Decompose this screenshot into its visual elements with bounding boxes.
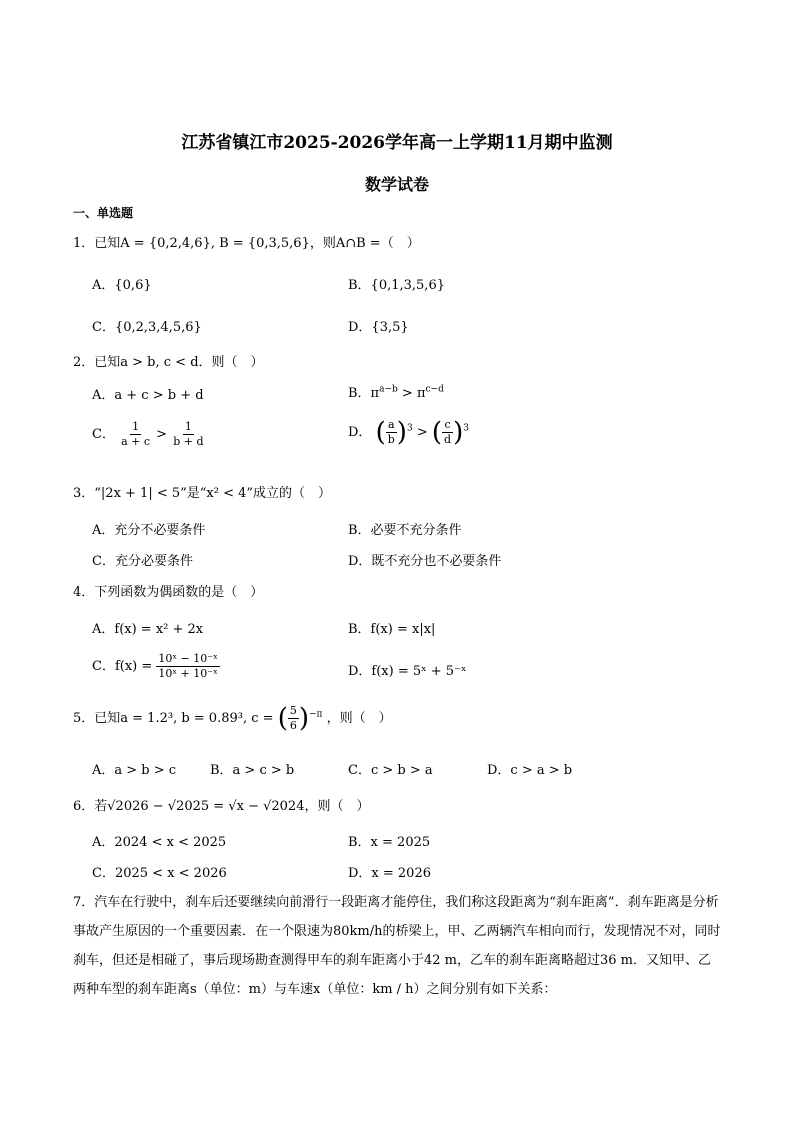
question-4-option-d: D．f(x) = 5ˣ + 5⁻ˣ	[348, 664, 467, 679]
fraction-denominator: 6	[289, 719, 297, 732]
question-3-option-a: A．充分不必要条件	[92, 523, 206, 538]
question-2-option-b-base1: B．π	[348, 386, 380, 401]
question-2-option-b-base2: > π	[397, 386, 426, 401]
question-3-option-d: D．既不充分也不必要条件	[348, 554, 502, 569]
question-2-option-d	[348, 418, 469, 447]
question-6-option-d: D．x = 2026	[348, 866, 431, 881]
left-paren-icon: (	[277, 703, 288, 734]
fraction-numerator: 10ˣ − 10⁻ˣ	[158, 652, 218, 665]
exponent: 3	[463, 423, 469, 434]
fraction-denominator: b + d	[173, 435, 204, 448]
question-1-stem: 1．已知A = {0,2,4,6}, B = {0,3,5,6}，则A∩B =（ ）	[73, 236, 420, 251]
question-2-option-c-fraction-1	[119, 420, 152, 449]
page-title: 江苏省镇江市2025-2026学年高一上学期11月期中监测	[181, 133, 613, 153]
question-3-option-c: C．充分必要条件	[92, 554, 193, 569]
question-2-option-b	[348, 382, 444, 401]
fraction-numerator: 1	[184, 420, 192, 433]
fraction-denominator: a + c	[121, 435, 151, 448]
question-2-option-d-label: D．	[348, 425, 372, 440]
exponent: 3	[406, 423, 413, 434]
question-2-option-d-operator: >	[416, 425, 428, 440]
question-4-option-c	[92, 652, 220, 681]
question-5-stem-suffix: ，则（ ）	[326, 711, 392, 726]
fraction-numerator: a	[387, 418, 395, 431]
question-5-fraction	[288, 704, 299, 733]
left-paren-icon: (	[431, 417, 443, 448]
question-4-option-c-fraction	[156, 652, 219, 681]
question-2-option-a: A．a + c > b + d	[92, 388, 204, 403]
question-4-option-a: A．f(x) = x² + 2x	[92, 622, 204, 637]
question-5-option-b: B．a > c > b	[210, 763, 295, 778]
question-6-stem: 6．若√2026 − √2025 = √x − √2024，则（ ）	[73, 799, 370, 814]
exponent: −π	[309, 709, 323, 720]
question-2-option-d-fraction-2	[442, 418, 453, 447]
question-5-option-d: D．c > a > b	[487, 763, 573, 778]
right-paren-icon: )	[396, 417, 407, 448]
question-1-option-c: C．{0,2,3,4,5,6}	[92, 320, 202, 335]
question-1-option-d: D．{3,5}	[348, 320, 409, 335]
fraction-numerator: 1	[132, 420, 140, 433]
left-paren-icon: (	[375, 417, 386, 448]
fraction-denominator: d	[444, 433, 452, 446]
question-5-stem-prefix: 5．已知a = 1.2³, b = 0.89³, c =	[73, 711, 274, 726]
question-6-option-b: B．x = 2025	[348, 835, 431, 850]
question-5-stem	[73, 704, 392, 733]
right-paren-icon: )	[298, 703, 309, 734]
fraction-numerator: c	[444, 418, 451, 431]
section-heading: 一、单选题	[73, 206, 134, 220]
question-5-option-a: A．a > b > c	[92, 763, 177, 778]
fraction-denominator: 10ˣ + 10⁻ˣ	[158, 667, 218, 680]
question-2-option-b-exp2: c−d	[425, 384, 444, 395]
question-6-option-a: A．2024 < x < 2025	[92, 835, 227, 850]
question-2-option-b-exp1: a−b	[379, 384, 398, 395]
question-2-option-c	[92, 420, 206, 449]
question-2-option-c-label: C．	[92, 427, 115, 442]
fraction-numerator: 5	[289, 704, 297, 717]
question-5-option-c: C．c > b > a	[348, 763, 433, 778]
question-2-option-d-fraction-1	[386, 418, 397, 447]
question-2-stem: 2．已知a > b, c < d．则（ ）	[73, 355, 264, 370]
page-subtitle: 数学试卷	[364, 175, 429, 194]
fraction-denominator: b	[387, 433, 395, 446]
question-1-option-b: B．{0,1,3,5,6}	[348, 278, 445, 293]
question-1-option-a: A．{0,6}	[92, 278, 152, 293]
question-2-option-c-fraction-2	[171, 420, 205, 449]
question-4-stem: 4．下列函数为偶函数的是（ ）	[73, 585, 264, 600]
question-4-option-b: B．f(x) = x|x|	[348, 622, 436, 637]
question-2-option-c-operator: >	[156, 427, 168, 442]
question-4-option-c-label: C．f(x) =	[92, 659, 153, 674]
question-3-option-b: B．必要不充分条件	[348, 523, 462, 538]
right-paren-icon: )	[453, 417, 464, 448]
question-6-option-c: C．2025 < x < 2026	[92, 866, 227, 881]
question-3-stem: 3．“|2x + 1| < 5”是“x² < 4”成立的（ ）	[73, 486, 332, 501]
question-7-paragraph: 7．汽车在行驶中，刹车后还要继续向前滑行一段距离才能停住，我们称这段距离为“刹车距离”．刹车距离是分析事故产生原因的一个重要因素．在一个限速为80km/h的桥梁上，甲、乙两辆汽车相向而行，发现情况不对，同时刹车，但还是相碰了，事后现场勘查测得甲车的刹车距离小于42 m，乙车的刹车距离略超过36 m．又知甲、乙两种车型的刹车距离s（单位：m）与车速x（单位：km / h）之间分别有如下关系：	[73, 895, 721, 997]
